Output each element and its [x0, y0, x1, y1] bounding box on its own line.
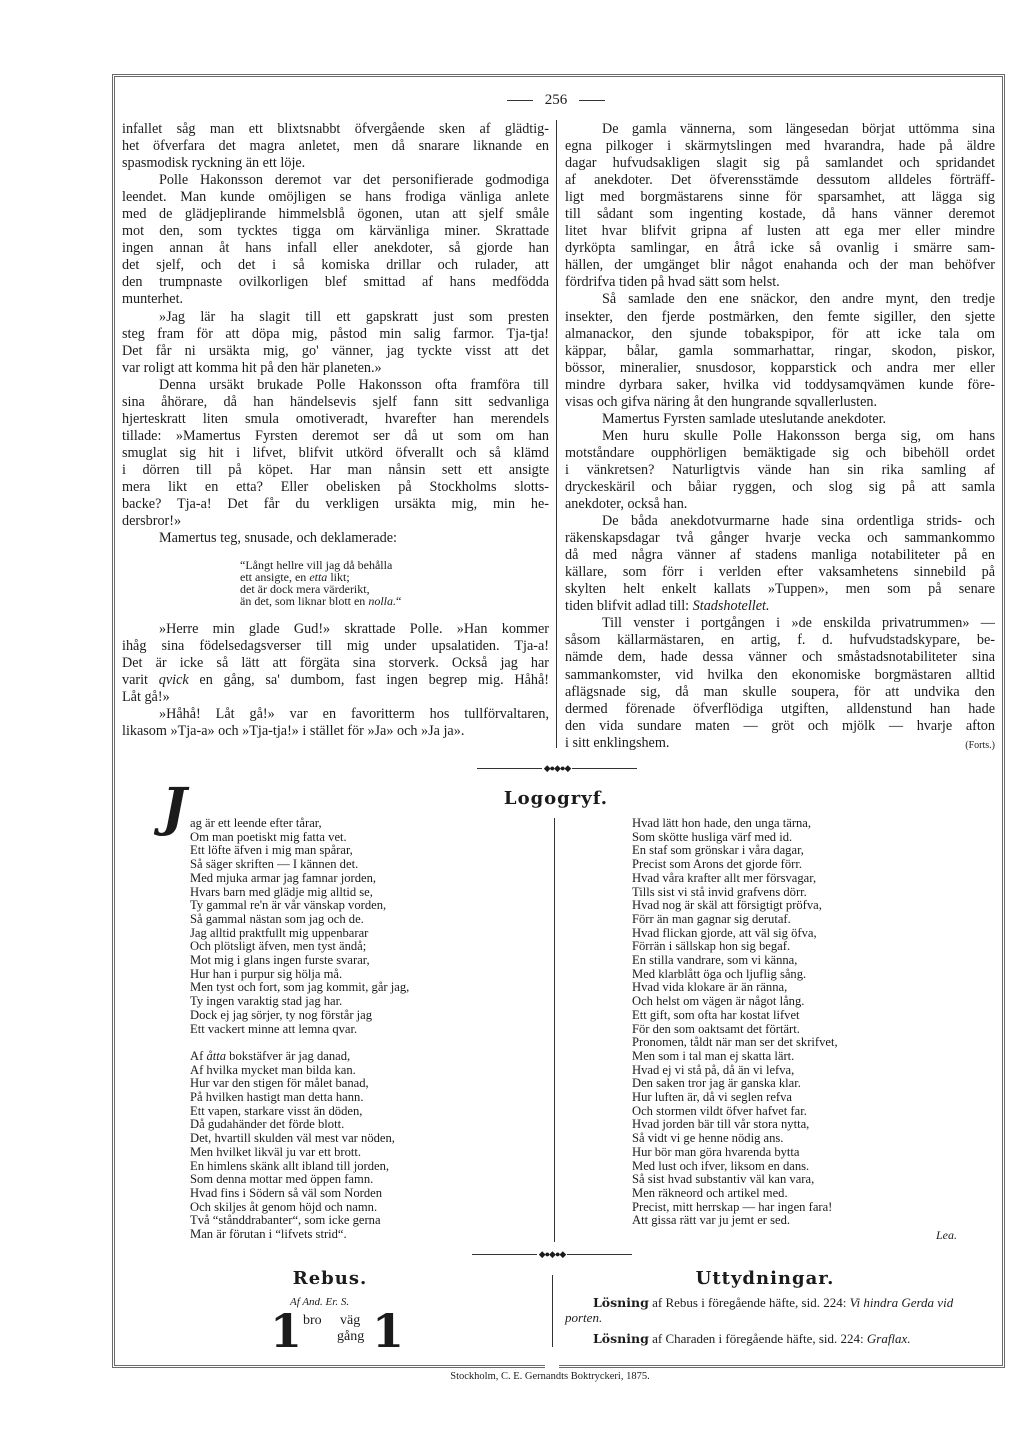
text-line: dagar hufvudsakligen slagit sig på samlandet och spridandet	[565, 155, 995, 172]
text-segment: bokstäfver är jag danad,	[226, 1048, 351, 1063]
text-line: tillade: »Mamertus Fyrsten deremot ser då ut som om han	[122, 427, 549, 444]
poem-line: Precist, mitt herrskap — har ingen fara!	[632, 1199, 833, 1214]
poem-line: Hvad våra krafter allt mer försvagar,	[632, 870, 817, 885]
paragraph	[122, 309, 549, 377]
text-line: källare, som förr i verlden efter vaksamhetens sinnebild på	[565, 564, 995, 581]
poem-line: Hvad flickan gjorde, att väl sig öfva,	[632, 925, 817, 940]
text-line: dyrköpta samlingar, en åtrå icke så ovanlig i smärre sam-	[565, 240, 995, 257]
text-segment: en gång, sa' dumbom, fast ingen begrep mig. Håhå!	[188, 672, 550, 689]
poem-line: Ty gammal re'n är vår vänskap vorden,	[190, 898, 387, 913]
rebus-word: bro	[303, 1313, 322, 1328]
poem-line: Man är förutan i “lifvets strid“.	[190, 1227, 347, 1242]
text-segment: än det, som liknar blott en	[240, 594, 369, 609]
text-line: steg fram för att döpa mig, påstod min salig farmor. Tja-tja!	[122, 325, 549, 342]
text-line: spasmodisk ryckning än ett löje.	[122, 155, 306, 172]
rebus-glyph-right: 1	[372, 1304, 405, 1358]
text-line: det är dock mera värderikt,	[240, 582, 370, 597]
text-line: ingen annan åt hans infall eller anekdoter, så gjorde han	[122, 240, 549, 257]
poem-line: Hvad vida klokare är än ränna,	[632, 980, 788, 995]
text-segment: varit	[122, 672, 159, 689]
text-line: »Herre min glade Gud!» skrattade Polle. »Han kommer	[159, 621, 549, 638]
poem-divider	[554, 818, 555, 1242]
poem-signature: Lea.	[936, 1228, 957, 1242]
italic-text: åtta	[206, 1048, 227, 1063]
poem-line: Ett vackert minne att lemna qvar.	[190, 1021, 358, 1036]
solution-item	[565, 1331, 975, 1346]
text-line: almanackor, den sjunde tobakspipor, för att icke tala om	[565, 325, 995, 342]
text-line: visas och gifva näring åt den hungrande sqvallerlusten.	[565, 393, 878, 410]
text-segment: “	[395, 594, 402, 609]
poem-line: Ty ingen varaktig stad jag har.	[190, 994, 343, 1009]
poem-line: Hvad nog är skäl att försigtigt pröfva,	[632, 898, 822, 913]
solution-text: af Rebus i föregående häfte, sid. 224:	[648, 1295, 850, 1310]
text-line: hällen, der umgänget blir något enahanda och der man behöfver	[565, 257, 995, 274]
italic-text: Stadshotellet.	[692, 598, 770, 615]
text-line: Låt gå!»	[122, 689, 170, 706]
solution-text: af Charaden i föregående häfte, sid. 224:	[648, 1331, 867, 1346]
paragraph	[122, 706, 549, 740]
poem-line: Hur han i purpur sig hölja må.	[190, 966, 343, 981]
text-line: Till venster i portgången i »de enskilda privatrummen» —	[602, 615, 995, 632]
logogryf-poem-left	[190, 817, 409, 1242]
solution-answer: Vi hindra Gerda vid porten.	[565, 1295, 954, 1325]
poem-line: Det, hvartill skulden väl mest var nöden,	[190, 1131, 395, 1146]
ornamental-rule: ◆●◆●◆	[477, 763, 637, 773]
paragraph	[565, 411, 995, 428]
text-line: den vida sundare maten — gröt och mjölk — hvarje afton	[565, 717, 995, 734]
text-line: mindre dyrbara saker, hvilka vid toddysamqvämen kunde före-	[565, 376, 995, 393]
text-line: backe? Tja-a! Det får du verkligen ursäkta mig, min he-	[122, 496, 549, 513]
text-line: likasom »Tja-a» och »Tja-tja!» i stället för »Ja» och »Ja ja».	[122, 723, 465, 740]
logogryf-title: Logogryf.	[503, 788, 609, 809]
poem-line: Hur luften är, då vi seglen refva	[632, 1090, 792, 1105]
text-line: De gamla vännerna, som längesedan börjat uttömma sina	[602, 121, 995, 137]
text-line: munterhet.	[122, 291, 184, 308]
text-line: i vänkretsen? Naturligtvis vände han sin rika samling af	[565, 461, 995, 478]
text-segment: Af	[190, 1048, 207, 1063]
text-line: af anekdoter. Det öfverensstämde dessutom alldeles förträff-	[565, 172, 995, 189]
poem-line: Och skiljes åt genom höjd och namn.	[190, 1199, 378, 1214]
text-line: smuglat sig hit i lifvet, blifvit utkörd öfverallt och så klämd	[122, 444, 549, 461]
text-line: litet hvar blifvit gripna af lusten att ega mer eller mindre	[565, 223, 995, 240]
right-text-column	[565, 121, 995, 754]
solution-label: Lösning	[593, 1295, 649, 1310]
paragraph	[565, 121, 995, 291]
text-line: “Långt hellre vill jag då behålla	[240, 558, 393, 573]
poem-line: Jag alltid praktfullt mig uppenbarar	[190, 925, 369, 940]
rebus-title: Rebus.	[292, 1268, 368, 1289]
poem-line: ag är ett leende efter tårar,	[190, 816, 322, 830]
text-line: sina åhörare, då han händelsevis sjelf fann sitt sedvanliga	[122, 393, 549, 410]
poem-line: Så sist hvad substantiv väl kan vara,	[632, 1172, 815, 1187]
poem-line: Med lust och ifver, liksom en dans.	[632, 1158, 810, 1173]
poem-line: Hur var den stigen för målet banad,	[190, 1076, 369, 1091]
poem-line: Precist som Arons det gjorde förr.	[632, 857, 802, 872]
rebus-byline: Af And. Er. S.	[290, 1296, 350, 1308]
paragraph	[565, 513, 995, 615]
text-line: infallet såg man ett blixtsnabbt öfvergående sken af glädtig-	[122, 121, 549, 137]
verse-quote	[122, 559, 549, 607]
poem-line: Så vidt vi ge henne nödig ans.	[632, 1131, 784, 1146]
poem-line: Och plötsligt äfven, men tyst ändå;	[190, 939, 367, 954]
poem-line: En stilla vandrare, som vi känna,	[632, 953, 798, 968]
poem-line: Men som i tal man ej skatta lärt.	[632, 1048, 795, 1063]
text-line: Men huru skulle Polle Hakonsson berga sig, om hans	[602, 427, 995, 444]
text-line: nämde dem, hade dessa vänner och småstadsnotabiliteter sina	[565, 649, 995, 666]
text-line	[565, 598, 995, 615]
text-line: Polle Hakonsson deremot var det personifierade godmodiga	[159, 172, 549, 189]
text-line: bössor, mineralier, snusdosor, kopparstick och andra mer eller	[565, 359, 995, 376]
text-line: käppar, bålar, gamla sommarhattar, ringar, skodon, piskor,	[565, 342, 995, 359]
text-line: ihåg sina födelsedagsverser till mig under upsalatiden. Tja-a!	[122, 638, 549, 655]
poem-line: Som skötte husliga värf med id.	[632, 829, 793, 844]
text-line: med de glädjeplirande himmelsblå ögonen, utan att sjelf småle	[122, 206, 549, 223]
poem-line: Hvars barn med glädje mig alltid se,	[190, 884, 373, 899]
solution-item	[565, 1295, 975, 1325]
text-line: »Håhå! Låt gå!» var en favoritterm hos tullförvaltaren,	[159, 706, 549, 723]
text-segment: tiden blifvit adlad till:	[565, 598, 693, 615]
text-line: anekdoter, också han.	[565, 496, 688, 513]
column-divider	[556, 120, 557, 748]
text-line: Så samlade den ene snäckor, den andre mynt, den tredje	[602, 291, 995, 308]
text-line: Det är icke så lätt att förgäta sina storverk. Också jag har	[122, 655, 549, 672]
continued-note: (Forts.)	[965, 739, 995, 751]
poem-line: En staf som grönskar i våra dagar,	[632, 843, 804, 858]
poem-line: Och stormen vildt öfver hafvet far.	[632, 1103, 807, 1118]
text-line: räkenskapsdagar två gånger hvarje vecka och sammankommo	[565, 530, 995, 547]
poem-line: Som denna mottar med öppen famn.	[190, 1172, 374, 1187]
text-line: var roligt att komma hit på den här planeten.»	[122, 359, 382, 376]
paragraph	[122, 377, 549, 530]
text-line: då med några vänner af stadens manliga notabiliteter på en	[565, 547, 995, 564]
text-line	[122, 672, 549, 689]
poem-line: Hvad jorden bär till vår stora nytta,	[632, 1117, 810, 1132]
poem-line: Dock ej jag sörjer, ty nog förstår jag	[190, 1007, 373, 1022]
text-line: i dörren till på köpet. Har man nånsin sett ett ansigte	[122, 461, 549, 478]
poem-line: Förrän i sällskap hon sig begaf.	[632, 939, 791, 954]
italic-text: qvick	[158, 672, 189, 689]
text-line: såsom källarmästaren, en artig, f. d. hufvudstadskypare, be-	[565, 632, 995, 649]
text-line: mot den, som tycktes tigga om kärvänliga miner. Skrattade	[122, 223, 549, 240]
poem-line: Af hvilka mycket man bilda kan.	[190, 1062, 356, 1077]
rebus-word: väg	[340, 1313, 361, 1328]
text-line: dryckeskäril och båiar ryggen, och slog sig på att samla	[565, 478, 995, 495]
text-line: till sådant som ingenting kostade, då hans vänner deremot	[565, 206, 995, 223]
poem-line: Så gammal nästan som jag och de.	[190, 911, 364, 926]
text-line: Mamertus teg, snusade, och deklamerade:	[159, 530, 397, 547]
text-line: dersbror!»	[122, 513, 182, 530]
printer-footer: Stockholm, C. E. Gernandts Boktryckeri, 1875.	[450, 1371, 650, 1382]
poem-line: Ett gift, som ofta har kostat lifvet	[632, 1007, 800, 1022]
text-line: sammankomster, vid hvilka den ekonomiske borgmästaren alltid	[565, 666, 995, 683]
stanza-break	[190, 1036, 409, 1050]
poem-line: Förr än man gagnar sig derutaf.	[632, 911, 791, 926]
text-line	[240, 595, 549, 607]
solutions-title: Uttydningar.	[695, 1268, 835, 1289]
text-line: motståndare oupphörligen bemäktigade sig och bibehöll ordet	[565, 444, 995, 461]
poem-line: På hvilken hastigt man detta hann.	[190, 1090, 364, 1105]
paragraph	[565, 291, 995, 410]
logogryf-poem-right	[632, 817, 838, 1228]
poem-line: Två “stånddrabanter“, som icke gerna	[190, 1213, 381, 1228]
text-line: De båda anekdotvurmarne hade sina ordentliga strids- och	[602, 513, 995, 530]
poem-line: Ett vapen, starkare visst än döden,	[190, 1103, 363, 1118]
poem-line: Hvad ej vi stå på, då än vi lefva,	[632, 1062, 795, 1077]
poem-line: Men hvilket likväl ju var ett brott.	[190, 1144, 362, 1159]
text-segment: likt;	[327, 570, 350, 585]
text-line: den trumpnaste ovilkorligen blef smittad af hans medfödda	[122, 274, 549, 291]
poem-line: Mot mig i glans ingen furste svarar,	[190, 953, 370, 968]
poem-line: Med klarblått öga och ljuflig sång.	[632, 966, 807, 981]
poem-line: Hvad lätt hon hade, den unga tärna,	[632, 816, 812, 830]
poem-line: Med mjuka armar jag famnar jorden,	[190, 870, 377, 885]
italic-text: etta	[309, 570, 328, 585]
text-line: Det får ni ursäkta mig, go' vänner, jag tyckte visst att det	[122, 342, 549, 359]
poem-line: Så säger skriften — I kännen det.	[190, 857, 359, 872]
poem-line: Att gissa rätt var ju jemt er sed.	[632, 1213, 791, 1228]
poem-line: Men tyst och fort, som jag kommit, går jag,	[190, 980, 410, 995]
left-text-column	[122, 121, 549, 741]
text-line: Denna ursäkt brukade Polle Hakonsson ofta framföra till	[159, 376, 549, 393]
page-number	[0, 92, 1032, 109]
drop-cap-ornament: J	[162, 777, 187, 838]
poem-line: Och helst om vägen är något lång.	[632, 994, 805, 1009]
poem-line: Hur bör man göra hvarenda bytta	[632, 1144, 800, 1159]
paragraph	[122, 172, 549, 308]
poem-line: En himlens skänk allt ibland till jorden,	[190, 1158, 390, 1173]
text-line: fördrifva tiden på hvad sätt som helst.	[565, 274, 780, 291]
paragraph	[565, 615, 995, 751]
text-line: i sitt enklingshem.	[565, 734, 670, 751]
rebus-word: gång	[337, 1329, 365, 1344]
poem-line: Den saken tror jag är ganska klar.	[632, 1076, 801, 1091]
text-line: hjerteskratt liten smula omotiveradt, hvarefter han merendels	[122, 410, 549, 427]
poem-line: Men räkneord och artikel med.	[632, 1185, 788, 1200]
page-number-text: 256	[544, 92, 568, 108]
solution-label: Lösning	[593, 1331, 649, 1346]
text-line: leendet. Man kunde omöjligen se hans frodiga vänliga anlete	[122, 189, 549, 206]
text-segment: ett ansigte, en	[240, 570, 310, 585]
poem-line	[190, 1050, 409, 1064]
paragraph	[565, 428, 995, 513]
text-line: insekter, den fjerde postmärken, den femte sigiller, den sjette	[565, 308, 995, 325]
poem-line: Tills sist vi stå invid grafvens dörr.	[632, 884, 807, 899]
solution-answer: Graflax.	[866, 1331, 911, 1346]
poem-line: Pronomen, tåldt när man ser det skrifvet,	[632, 1035, 838, 1050]
text-line: ligt med borgmästarens sinne för sparsamhet, att lägga sig	[565, 189, 995, 206]
text-line: mera likt en etta? Eller obelisken på Stockholms slotts-	[122, 478, 549, 495]
section-divider	[552, 1275, 553, 1347]
text-line: det sjelf, och det i så komiska drillar och rulader, att	[122, 257, 549, 274]
rebus-glyph-left: 1	[270, 1304, 303, 1358]
poem-line: För den som oaktsamt det förtärt.	[632, 1021, 800, 1036]
italic-text: nolla.	[368, 594, 396, 609]
paragraph	[122, 530, 549, 547]
text-line: het öfverfara det magra anletet, men då snarare liknande en	[122, 138, 549, 155]
text-line: dermed förenade öfverflödiga utgiften, alldenstund han hade	[565, 700, 995, 717]
text-line: skylten helt enkelt kallats »Tuppen», men som på senare	[565, 581, 995, 598]
text-line: »Jag lär ha slagit till ett gapskratt just som presten	[159, 308, 549, 325]
ornamental-rule: ◆●◆●◆	[472, 1249, 632, 1259]
poem-line: Ett löfte äfven i mig man spårar,	[190, 843, 353, 858]
text-line: Mamertus Fyrsten samlade uteslutande anekdoter.	[602, 410, 887, 427]
poem-line: Om man poetiskt mig fatta vet.	[190, 829, 347, 844]
text-line: egna pilkoger i skärmytslingen med hvarandra, hade på äldre	[565, 138, 995, 155]
paragraph	[122, 621, 549, 706]
poem-line: Då gudahänder det förde blott.	[190, 1117, 345, 1132]
text-line: aflägsnade sig, då man skulle soupera, för att undvika den	[565, 683, 995, 700]
poem-line: Hvad fins i Södern så väl som Norden	[190, 1185, 383, 1200]
paragraph	[122, 121, 549, 172]
